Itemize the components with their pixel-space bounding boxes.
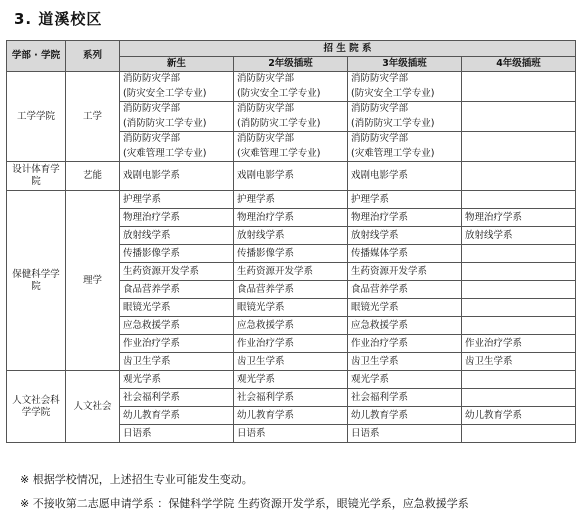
department-text: 消防防灾学部	[123, 73, 181, 84]
department-text: 传播影像学系	[237, 247, 295, 259]
department-text: (灾难管理工学专业)	[351, 147, 435, 159]
header-col-year4: 4年级插班	[462, 57, 576, 72]
department-cell	[462, 389, 576, 407]
department-cell	[348, 72, 462, 102]
department-text: 食品营养学系	[123, 283, 181, 295]
department-cell	[462, 132, 576, 162]
department-text: 戏剧电影学系	[351, 170, 409, 181]
department-text: 社会福利学系	[237, 391, 295, 403]
department-text: 物理治疗学系	[237, 211, 295, 223]
department-cell	[348, 299, 462, 317]
department-cell	[234, 191, 348, 209]
department-text: 社会福利学系	[351, 391, 409, 403]
department-text: 物理治疗学系	[123, 211, 181, 223]
department-cell	[234, 72, 348, 102]
department-text: 食品营养学系	[351, 283, 409, 295]
department-text: 齿卫生学系	[465, 355, 513, 367]
department-cell	[462, 209, 576, 227]
table-row	[7, 72, 576, 102]
department-text: (消防防灾工学专业)	[123, 117, 207, 129]
department-text: 齿卫生学系	[123, 355, 171, 367]
table-row	[7, 191, 576, 209]
department-cell	[120, 191, 234, 209]
department-text: 放射线学系	[351, 229, 399, 241]
department-cell	[234, 227, 348, 245]
department-cell	[120, 371, 234, 389]
header-col-year2: 2年级插班	[234, 57, 348, 72]
department-text: 作业治疗学系	[465, 337, 523, 349]
admission-table	[6, 40, 576, 443]
department-text: 戏剧电影学系	[237, 170, 295, 181]
department-text: 观光学系	[123, 373, 162, 385]
department-cell	[234, 245, 348, 263]
department-cell	[234, 353, 348, 371]
department-cell	[462, 353, 576, 371]
department-cell	[348, 102, 462, 132]
note-1: ※ 根据学校情况，上述招生专业可能发生变动。	[20, 473, 253, 486]
department-cell	[120, 102, 234, 132]
table-body	[7, 72, 576, 443]
college-cell: 工学学院	[7, 72, 66, 162]
department-text: (灾难管理工学专业)	[123, 147, 207, 159]
department-text: (灾难管理工学专业)	[237, 147, 321, 159]
department-text: (防灾安全工学专业)	[237, 87, 321, 99]
department-text: 生药资源开发学系	[237, 265, 314, 277]
section-title: 3. 道溪校区	[14, 10, 103, 28]
department-text: 消防防灾学部	[237, 73, 295, 84]
department-cell	[462, 263, 576, 281]
department-text: 消防防灾学部	[237, 133, 295, 144]
department-cell	[120, 425, 234, 443]
department-cell	[462, 227, 576, 245]
department-cell	[348, 425, 462, 443]
department-text: 消防防灾学部	[123, 133, 181, 144]
header-col-freshman: 新生	[120, 57, 234, 72]
department-text: 应急救援学系	[237, 319, 295, 331]
department-cell	[462, 317, 576, 335]
department-cell	[234, 102, 348, 132]
header-dept: 系列	[66, 41, 120, 72]
department-cell	[462, 102, 576, 132]
header-college: 学部 · 学院	[7, 41, 66, 72]
department-text: 传播媒体学系	[351, 247, 409, 259]
department-text: 幼儿教育学系	[123, 409, 181, 421]
department-text: 应急救援学系	[123, 319, 181, 331]
department-text: (防灾安全工学专业)	[351, 87, 435, 99]
department-cell	[348, 371, 462, 389]
department-text: 生药资源开发学系	[123, 265, 200, 277]
college-cell: 保健科学学院	[7, 191, 66, 371]
dept-cell: 工学	[66, 72, 120, 162]
department-text: 齿卫生学系	[351, 355, 399, 367]
department-cell	[234, 299, 348, 317]
department-text: 消防防灾学部	[123, 103, 181, 114]
department-text: 消防防灾学部	[351, 133, 409, 144]
department-cell	[348, 162, 462, 191]
department-text: (防灾安全工学专业)	[123, 87, 207, 99]
department-text: 应急救援学系	[351, 319, 409, 331]
department-cell	[348, 263, 462, 281]
department-cell	[120, 162, 234, 191]
department-cell	[234, 281, 348, 299]
department-cell	[348, 317, 462, 335]
department-cell	[462, 72, 576, 102]
department-text: 生药资源开发学系	[351, 265, 428, 277]
department-text: 放射线学系	[237, 229, 285, 241]
department-cell	[120, 353, 234, 371]
department-text: 护理学系	[237, 193, 276, 205]
department-cell	[234, 371, 348, 389]
department-text: 放射线学系	[123, 229, 171, 241]
department-cell	[120, 389, 234, 407]
department-text: 眼镜光学系	[237, 301, 285, 313]
department-cell	[234, 407, 348, 425]
department-text: 日语系	[237, 427, 266, 439]
department-cell	[462, 371, 576, 389]
department-cell	[234, 209, 348, 227]
department-cell	[462, 191, 576, 209]
department-text: 戏剧电影学系	[123, 170, 181, 181]
department-text: 眼镜光学系	[123, 301, 171, 313]
department-cell	[234, 263, 348, 281]
department-cell	[234, 389, 348, 407]
department-cell	[348, 281, 462, 299]
department-text: 物理治疗学系	[465, 211, 523, 223]
dept-cell: 艺能	[66, 162, 120, 191]
department-text: 作业治疗学系	[351, 337, 409, 349]
department-text: 消防防灾学部	[351, 73, 409, 84]
header-admission: 招 生 院 系	[120, 41, 576, 57]
department-cell	[348, 245, 462, 263]
department-cell	[120, 263, 234, 281]
department-text: 物理治疗学系	[351, 211, 409, 223]
department-cell	[462, 335, 576, 353]
department-cell	[234, 162, 348, 191]
department-cell	[234, 335, 348, 353]
department-text: 幼儿教育学系	[237, 409, 295, 421]
department-cell	[234, 132, 348, 162]
department-text: 传播影像学系	[123, 247, 181, 259]
department-text: 观光学系	[351, 373, 390, 385]
department-cell	[348, 335, 462, 353]
dept-cell: 人文社会	[66, 371, 120, 443]
table-row	[7, 162, 576, 191]
department-cell	[120, 209, 234, 227]
department-text: (消防防灾工学专业)	[351, 117, 435, 129]
department-cell	[462, 425, 576, 443]
department-text: 放射线学系	[465, 229, 513, 241]
department-text: 作业治疗学系	[237, 337, 295, 349]
department-cell	[234, 317, 348, 335]
department-cell	[120, 245, 234, 263]
department-cell	[348, 389, 462, 407]
department-cell	[348, 353, 462, 371]
department-cell	[120, 299, 234, 317]
department-text: 社会福利学系	[123, 391, 181, 403]
department-cell	[348, 191, 462, 209]
department-cell	[120, 72, 234, 102]
department-text: 幼儿教育学系	[465, 409, 523, 421]
department-text: 消防防灾学部	[351, 103, 409, 114]
department-text: 幼儿教育学系	[351, 409, 409, 421]
department-cell	[120, 281, 234, 299]
department-cell	[120, 227, 234, 245]
department-cell	[462, 245, 576, 263]
table-row	[7, 371, 576, 389]
college-cell: 人文社会科学学院	[7, 371, 66, 443]
department-text: 消防防灾学部	[237, 103, 295, 114]
department-text: 日语系	[351, 427, 380, 439]
department-cell	[462, 299, 576, 317]
department-cell	[120, 407, 234, 425]
department-text: (消防防灾工学专业)	[237, 117, 321, 129]
department-cell	[462, 162, 576, 191]
department-cell	[348, 209, 462, 227]
department-text: 护理学系	[123, 193, 162, 205]
department-cell	[120, 132, 234, 162]
department-text: 日语系	[123, 427, 152, 439]
department-text: 食品营养学系	[237, 283, 295, 295]
department-text: 作业治疗学系	[123, 337, 181, 349]
department-cell	[348, 132, 462, 162]
department-text: 护理学系	[351, 193, 390, 205]
department-text: 观光学系	[237, 373, 276, 385]
department-text: 眼镜光学系	[351, 301, 399, 313]
table-header	[7, 41, 576, 72]
header-col-year3: 3年级插班	[348, 57, 462, 72]
department-text: 齿卫生学系	[237, 355, 285, 367]
department-cell	[234, 425, 348, 443]
dept-cell: 理学	[66, 191, 120, 371]
department-cell	[120, 317, 234, 335]
college-cell: 设计体育学院	[7, 162, 66, 191]
department-cell	[348, 227, 462, 245]
department-cell	[462, 407, 576, 425]
department-cell	[462, 281, 576, 299]
department-cell	[348, 407, 462, 425]
note-2: ※ 不接收第二志愿申请学系 ：保健科学学院 生药资源开发学系，眼镜光学系，应急救援学系	[20, 497, 469, 510]
department-cell	[120, 335, 234, 353]
